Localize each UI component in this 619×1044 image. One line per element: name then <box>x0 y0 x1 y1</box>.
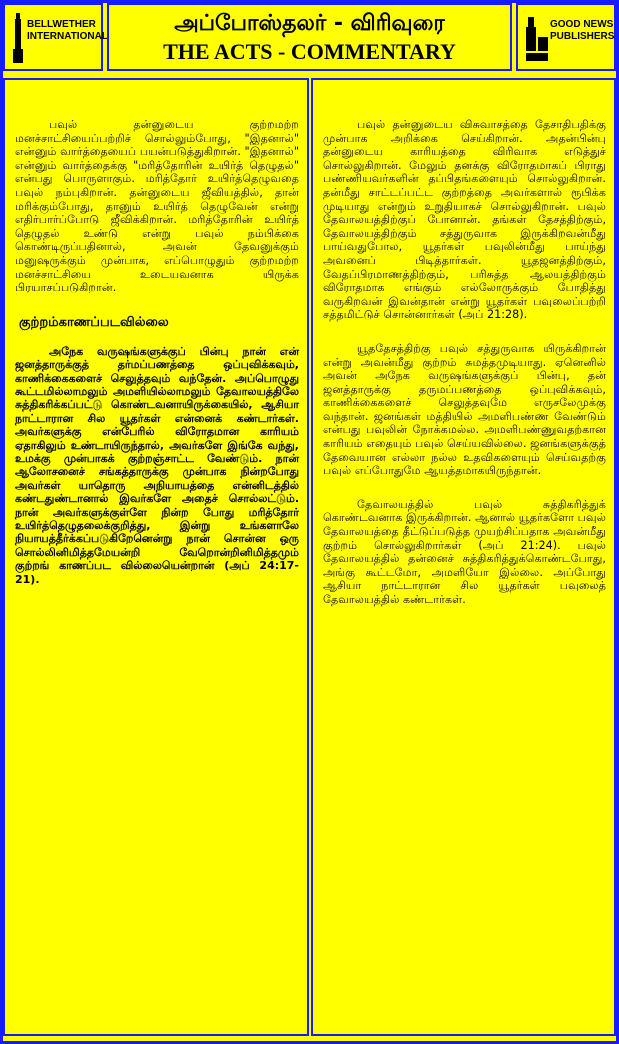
left-paragraph-1: பவுல் தன்னுடைய குற்றமற்ற மனச்சாட்சியைப்பற்றிச் சொல்லும்போது, "இதனால்" என்னும் வார்த்தையைப் பயன்படுத்துகிறான். "இதனால்" என்னும் வார்த்தைக்கு "மரித்தோரின் உயிர்த் தெழுதல்" என்பது பொருளாகும். மரித்தோர் உயிர்த்தெழுவதை பவுல் நம்புகிறான். தன்னுடைய ஜீவியத்தில், தான் மரிக்கும்போது, தானும் உயிர்த் தெழுவேன் என்று எதிர்பார்ப்போடு ஜீவிக்கிறான். மரித்தோரின் உயிர்த் தெழுதல் உண்டு என்று பவுல் நம்பிக்கை கொண்டிருப்பதினால், அவன் தேவனுக்கும் மனுஷருக்கும் முன்பாக, எப்பொழுதும் குற்றமற்ற மனச்சாட்சியை உடையவனாக யிருக்க பிரயாசப்படுகிறான். <box>15 118 299 295</box>
logo-right-line2: PUBLISHERS <box>550 31 615 42</box>
section-heading: குற்றம்காணப்படவில்லை <box>19 314 169 330</box>
tower-icon <box>13 13 23 63</box>
right-paragraph-1: பவுல் தன்னுடைய விசுவாசத்தை தேசாதிபதிக்கு முன்பாக அறிக்கை செய்கிறான். அதன்பின்பு தன்னுடைய காரியத்தை விரிவாக எடுத்துச் சொல்லுகிறான். மேலும் தனக்கு விரோதமாகப் பிராது பண்ணியவர்களின் தப்பிதங்களையும் சொல்லுகிறான். தன்மீது சாட்டப்பட்ட குற்றத்தை அவர்களால் ரூபிக்க முடியாது என்றும் உறுதியாகச் சொல்லுகிறான். பவுல் தேவாலயத்திற்குப் போனான். தங்கள் தேசத்திற்கும், தேவாலயத்திற்கும் சத்துருவாக இருக்கிறவன்மீது பாய்வதுபோல, யூதர்கள் பவுலின்மீது பாய்ந்து அவனைப் பிடித்தார்கள். யூதஜனத்திற்கும், வேதப்பிரமாணத்திற்கும், பரிசுத்த ஆலயத்திற்கும் விரோதமாக எங்கும் எல்லோருக்கும் போதித்து வருகிறவன் இவன்தான் என்று யூதர்கள் பவுலைப்பற்றி சத்தமிட்டுச் சொன்னார்கள் (அப் 21:28). <box>323 118 606 322</box>
header <box>3 3 616 75</box>
title-english: THE ACTS - COMMENTARY <box>163 39 456 64</box>
book-stack-icon <box>526 17 548 61</box>
title-tamil: அப்போஸ்தலர் - விரிவுரை <box>174 11 445 36</box>
right-paragraph-3: தேவாலயத்தில் பவுல் சுத்திகரித்துக் கொண்டவனாக இருக்கிறான். ஆனால் யூதர்களோ பவுல் தேவாலயத்தை தீட்டுப்படுத்த முயற்சிப்பதாக அவன்மீது குற்றம் சொல்லுகிறார்கள் (அப் 21:24). பவுல் தேவாலயத்தில் தன்னைச் சுத்திகரித்துக்கொண்டபோது, அங்கு கூட்டமோ, அமளியோ இல்லை. அப்போது ஆசியா நாட்டாரான சில யூதர்கள் பவுலைத் தேவாலயத்தில் கண்டார்கள். <box>323 497 606 606</box>
logo-left-line2: INTERNATIONAL <box>27 31 108 42</box>
right-paragraph-2: யூததேசத்திற்கு பவுல் சத்துருவாக யிருக்கிறான் என்று அவன்மீது குற்றம் சுமத்தமுடியாது. ஏனெனில் அவன் அநேக வருஷங்களுக்குப் பின்பு, தன் ஜனத்தாருக்கு தருமப்பணத்தை ஒப்புவிக்கவும், காணிக்கைகளைச் செலுத்தவுமே எருசலேமுக்கு வந்தான். ஜனங்கள் மத்தியில் அமளிபண்ண வேண்டும் என்பது பவுலின் நோக்கமல்ல. அமளிபண்ணுவதற்கான காரியம் எதையும் பவுல் செய்யவில்லை. ஜனங்களுக்குத் தேவையான எல்லா நல்ல உதவிகளையும் செய்வதற்கு பவுல் எப்போதுமே ஆயத்தமாகயிருந்தான். <box>323 341 606 478</box>
title-box <box>107 3 512 71</box>
scripture-quote: அநேக வருஷங்களுக்குப் பின்பு நான் என் ஜனத்தாருக்குத் தர்மப்பணத்தை ஒப்புவிக்கவும், காணிக்கைகளைச் செலுத்தவும் வந்தேன். அப்பொழுது கூட்டமில்லாமலும் அமளியில்லாமலும் தேவாலயத்திலே சுத்திகரிக்கப்பட்டு கொண்டவனாயிருக்கையில், ஆசியா நாட்டாரான சில யூதர்கள் என்னைக் கண்டார்கள். அவர்களுக்கு என்பேரில் விரோதமான காரியம் ஏதாகிலும் உண்டாயிருந்தால், அவர்களே இங்கே வந்து, உமக்கு முன்பாகக் குற்றஞ்சாட்ட வேண்டும். நான் ஆலோசனைச் சங்கத்தாருக்கு முன்பாக நின்றபோது அவர்கள் யாதொரு அநியாயத்தை என்னிடத்தில் கண்டதுண்டானால் இவர்களே அதைச் சொல்லட்டும். நான் அவர்களுக்குள்ளே நின்ற போது மரித்தோர் உயிர்த்தெழுதலைக்குறித்து, இன்று உங்களாலே நியாயத்தீர்க்கப்படுகிறேனென்று நான் சொன்ன ஒரு சொல்லினிமித்தமேயன்றி வேறொன்றினிமித்தமும் குற்றங் காணப்பட வில்லையென்றான் (அப் 24:17-21). <box>15 344 299 586</box>
logo-left-line1: BELLWETHER <box>27 19 96 30</box>
bellwether-logo <box>3 3 108 71</box>
right-column <box>311 78 616 1036</box>
logo-right-line1: GOOD NEWS <box>550 19 614 30</box>
left-column <box>3 78 309 1036</box>
good-news-logo <box>516 3 616 71</box>
